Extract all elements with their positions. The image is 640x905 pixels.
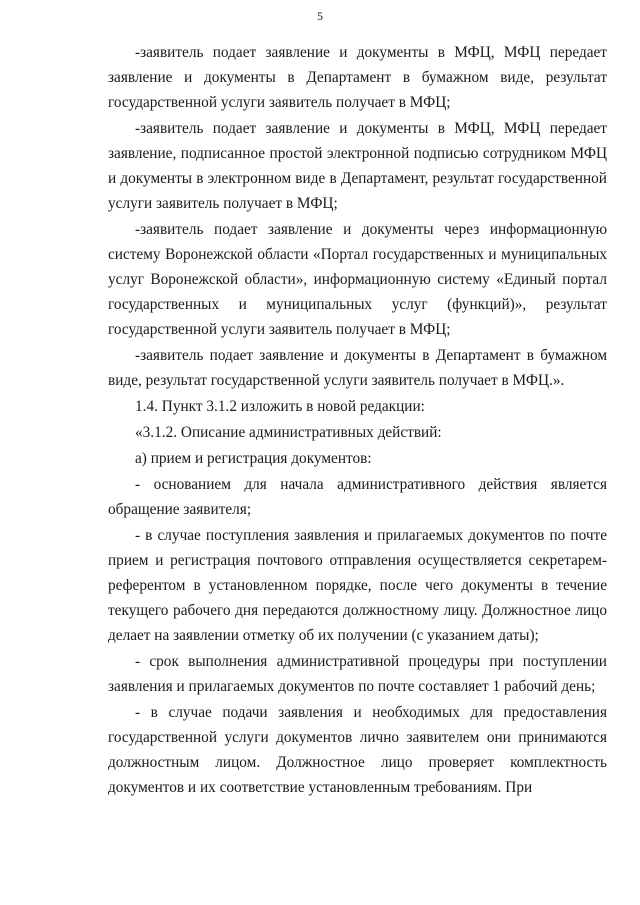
paragraph-mfc-paper: -заявитель подает заявление и документы в МФЦ, МФЦ передает заявление и документы в Департамент в бумажном виде, результат государственной услуги заявитель получает в МФЦ;: [108, 44, 607, 111]
paragraph-clause-1-4: 1.4. Пункт 3.1.2 изложить в новой редакции:: [135, 398, 425, 415]
document-body: [108, 40, 607, 800]
paragraph-deadline: - срок выполнения административной процедуры при поступлении заявления и прилагаемых документов по почте составляет 1 рабочий день;: [108, 653, 607, 695]
paragraph-postal-receipt: - в случае поступления заявления и прилагаемых документов по почте прием и регистрация почтового отправления осуществляется секретарем-референтом в установленном порядке, после чего документы в течение текущего рабочего дня передаются должностному лицу. Должностное лицо делает на заявлении отметку об их получении (с указанием даты);: [108, 527, 607, 644]
paragraph-mfc-electronic: -заявитель подает заявление и документы в МФЦ, МФЦ передает заявление, подписанное простой электронной подписью сотрудником МФЦ и документы в электронном виде в Департамент, результат государственной услуги заявитель получает в МФЦ;: [108, 120, 607, 212]
paragraph-portal: -заявитель подает заявление и документы через информационную систему Воронежской области «Портал государственных и муниципальных услуг Воронежской области», информационную систему «Единый портал государственных и муниципальных услуг (функций)», результат государственной услуги заявитель получает в МФЦ;: [108, 221, 607, 338]
paragraph-department-paper: -заявитель подает заявление и документы в Департамент в бумажном виде, результат государственной услуги заявитель получает в МФЦ.».: [108, 347, 607, 389]
paragraph-item-a: а) прием и регистрация документов:: [135, 450, 372, 467]
paragraph-basis: - основанием для начала административного действия является обращение заявителя;: [108, 476, 607, 518]
paragraph-personal-submission: - в случае подачи заявления и необходимых для предоставления государственной услуги документов лично заявителем они принимаются должностным лицом. Должностное лицо проверяет комплектность документов и их соответствие установленным требованиям. При: [108, 704, 607, 796]
paragraph-clause-3-1-2: «3.1.2. Описание административных действий:: [135, 424, 442, 441]
page-number: 5: [317, 9, 323, 23]
